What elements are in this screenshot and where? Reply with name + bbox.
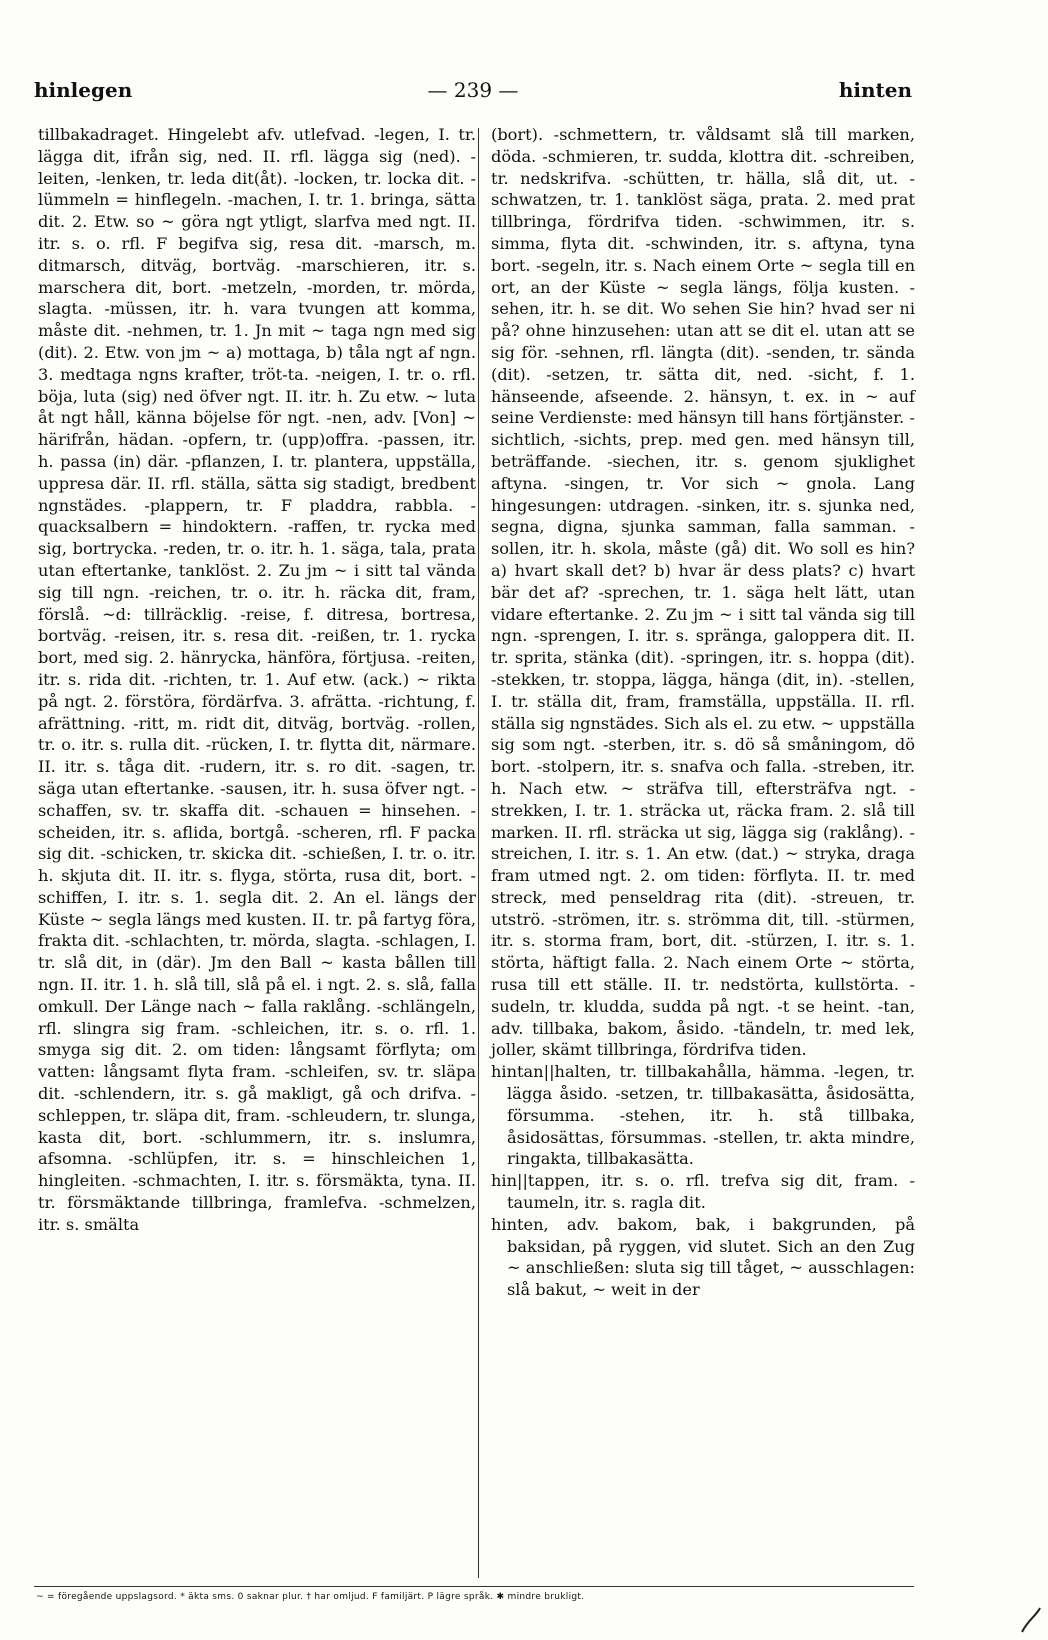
- left-column: [38, 124, 476, 1236]
- entry-hintanhalten: hintan||halten, tr. tillbakahålla, hämma. -legen, tr. lägga åsido. -setzen, tr. tillbakasätta, åsidosätta, försumma. -stehen, itr. h. stå tillbaka, åsidosättas, försummas. -stellen, tr. akta mindre, ringakta, tillbakasätta.: [491, 1062, 915, 1169]
- page-corner-mark: [1020, 1606, 1042, 1634]
- entry-hintappen: hin||tappen, itr. s. o. rfl. trefva sig dit, fram. -taumeln, itr. s. ragla dit.: [491, 1171, 915, 1213]
- page-number: — 239 —: [427, 78, 519, 102]
- footer-divider: [34, 1586, 914, 1587]
- right-column: [491, 124, 915, 1301]
- column-divider: [478, 128, 479, 1578]
- left-guide-word: hinlegen: [34, 78, 133, 102]
- left-column-text: tillbakadraget. Hingelebt afv. utlefvad. -legen, I. tr. lägga dit, ifrån sig, ned. II. rfl. lägga sig (ned). -leiten, -lenken, tr. leda dit(åt). -locken, tr. locka dit. -lümmeln = hinflegeln. -machen, I. tr. 1. bringa, sätta dit. 2. Etw. so ~ göra ngt ytligt, slarfva med ngt. II. itr. s. o. rfl. F begifva sig, resa dit. -marsch, m. ditmarsch, ditväg, bortväg. -marschieren, itr. s. marschera dit, bort. -metzeln, -morden, tr. mörda, slagta. -müssen, itr. h. vara tvungen att komma, måste dit. -nehmen, tr. 1. Jn mit ~ taga ngn med sig (dit). 2. Etw. von jm ~ a) mottaga, b) tåla ngt af ngn. 3. medtaga ngns krafter, tröt-ta. -neigen, I. tr. o. rfl. böja, luta (sig) ned öfver ngt. II. itr. h. Zu etw. ~ luta åt ngt håll, känna böjelse för ngt. -nen, adv. [Von] ~ härifrån, hädan. -opfern, tr. (upp)offra. -passen, itr. h. passa (in) där. -pflanzen, I. tr. plantera, uppställa, uppresa där. II. rfl. ställa, sätta sig stadigt, bredbent ngnstädes. -plappern, tr. F pladdra, rabbla. -quacksalbern = hindoktern. -raffen, tr. rycka med sig, bortrycka. -reden, tr. o. itr. h. 1. säga, tala, prata utan eftertanke, tanklöst. 2. Zu jm ~ i sitt tal vända sig till ngn. -reichen, tr. o. itr. h. räcka dit, fram, förslå. ~d: tillräcklig. -reise, f. ditresa, bortresa, bortväg. -reisen, itr. s. resa dit. -reißen, tr. 1. rycka bort, med sig. 2. hänrycka, hänföra, förtjusa. -reiten, itr. s. rida dit. -richten, tr. 1. Auf etw. (ack.) ~ rikta på ngt. 2. förstöra, fördärfva. 3. afrätta. -richtung, f. afrättning. -ritt, m. ridt dit, ditväg, bortväg. -rollen, tr. o. itr. s. rulla dit. -rücken, I. tr. flytta dit, närmare. II. itr. s. tåga dit. -rudern, itr. s. ro dit. -sagen, tr. säga utan eftertanke. -sausen, itr. h. susa öfver ngt. -schaffen, sv. tr. skaffa dit. -schauen = hinsehen. -scheiden, itr. s. aflida, bortgå. -scheren, rfl. F packa sig dit. -schicken, tr. skicka dit. -schießen, I. tr. o. itr. h. skjuta dit. II. itr. s. flyga, störta, rusa dit, bort. -schiffen, I. itr. s. 1. segla dit. 2. An el. längs der Küste ~ segla längs med kusten. II. tr. på fartyg föra, frakta dit. -schlachten, tr. mörda, slagta. -schlagen, I. tr. slå dit, in (där). Jm den Ball ~ kasta bållen till ngn. II. itr. 1. h. slå till, slå på el. i ngt. 2. s. slå, falla omkull. Der Länge nach ~ falla raklång. -schlängeln, rfl. slingra sig fram. -schleichen, itr. s. o. rfl. 1. smyga sig dit. 2. om tiden: långsamt förflyta; om vatten: långsamt flyta fram. -schleifen, sv. tr. släpa dit. -schlendern, itr. s. gå makligt, gå och drifva. -schleppen, tr. släpa dit, fram. -schleudern, tr. slunga, kasta dit, bort. -schlummern, itr. s. inslumra, afsomna. -schlüpfen, itr. s. = hinschleichen 1, hingleiten. -schmachten, I. itr. s. försmäkta, tyna. II. tr. försmäktande tillbringa, framlefva. -schmelzen, itr. s. smälta: [38, 125, 476, 1234]
- entry-hinten: hinten, adv. bakom, bak, i bakgrunden, på baksidan, på ryggen, vid slutet. Sich an den Zug ~ anschließen: sluta sig till tåget, ~ ausschlagen: slå bakut, ~ weit in der: [491, 1214, 915, 1300]
- page-header: [34, 78, 912, 108]
- right-column-text-1: (bort). -schmettern, tr. våldsamt slå till marken, döda. -schmieren, tr. sudda, klottra dit. -schreiben, tr. nedskrifva. -schütten, tr. hälla, slå dit, ut. -schwatzen, tr. 1. tanklöst säga, prata. 2. med prat tillbringa, fördrifva tiden. -schwimmen, itr. s. simma, flyta dit. -schwinden, itr. s. aftyna, tyna bort. -segeln, itr. s. Nach einem Orte ~ segla till en ort, an der Küste ~ segla längs, följa kusten. -sehen, itr. h. se dit. Wo sehen Sie hin? hvad ser ni på? ohne hinzusehen: utan att se dit el. utan att se sig för. -sehnen, rfl. längta (dit). -senden, tr. sända (dit). -setzen, tr. sätta dit, ned. -sicht, f. 1. hänseende, afseende. 2. hänsyn, t. ex. in ~ auf seine Verdienste: med hänsyn till hans förtjänster. -sichtlich, -sichts, prep. med gen. med hänsyn till, beträffande. -siechen, itr. s. genom sjuklighet aftyna. -singen, tr. Vor sich ~ gnola. Lang hingesungen: utdragen. -sinken, itr. s. sjunka ned, segna, digna, sjunka samman, falla samman. -sollen, itr. h. skola, måste (gå) dit. Wo soll es hin? a) hvart skall det? b) hvar är dess plats? c) hvart bär det af? -sprechen, tr. 1. säga helt lätt, utan vidare eftertanke. 2. Zu jm ~ i sitt tal vända sig till ngn. -sprengen, I. itr. s. spränga, galoppera dit. II. tr. sprita, stänka (dit). -springen, itr. s. hoppa (dit). -stekken, tr. stoppa, lägga, hänga (dit, in). -stellen, I. tr. ställa dit, fram, framställa, uppställa. II. rfl. ställa sig ngnstädes. Sich als el. zu etw. ~ uppställa sig som ngt. -sterben, itr. s. dö så småningom, dö bort. -stolpern, itr. s. snafva och falla. -streben, itr. h. Nach etw. ~ sträfva till, eftersträfva ngt. -strekken, I. tr. 1. sträcka ut, räcka fram. 2. slå till marken. II. rfl. sträcka ut sig, lägga sig (raklång). -streichen, I. itr. s. 1. An etw. (dat.) ~ stryka, draga fram utmed ngt. 2. om tiden: förflyta. II. tr. med streck, med penseldrag rita (dit). -streuen, tr. utströ. -strömen, itr. s. strömma dit, till. -stürmen, itr. s. storma fram, bort, dit. -stürzen, I. itr. s. 1. störta, häftigt falla. 2. Nach einem Orte ~ störta, rusa till ett ställe. II. tr. nedstörta, kullstörta. -sudeln, tr. kludda, sudda på ngt. -t se heint. -tan, adv. tillbaka, bakom, åsido. -tändeln, tr. med lek, joller, skämt tillbringa, fördrifva tiden.: [491, 125, 915, 1060]
- right-guide-word: hinten: [838, 78, 912, 102]
- abbreviation-legend: ~ = föregående uppslagsord. * äkta sms. 0 saknar plur. † har omljud. F familjärt. P lägre språk. ✱ mindre brukligt.: [36, 1592, 585, 1602]
